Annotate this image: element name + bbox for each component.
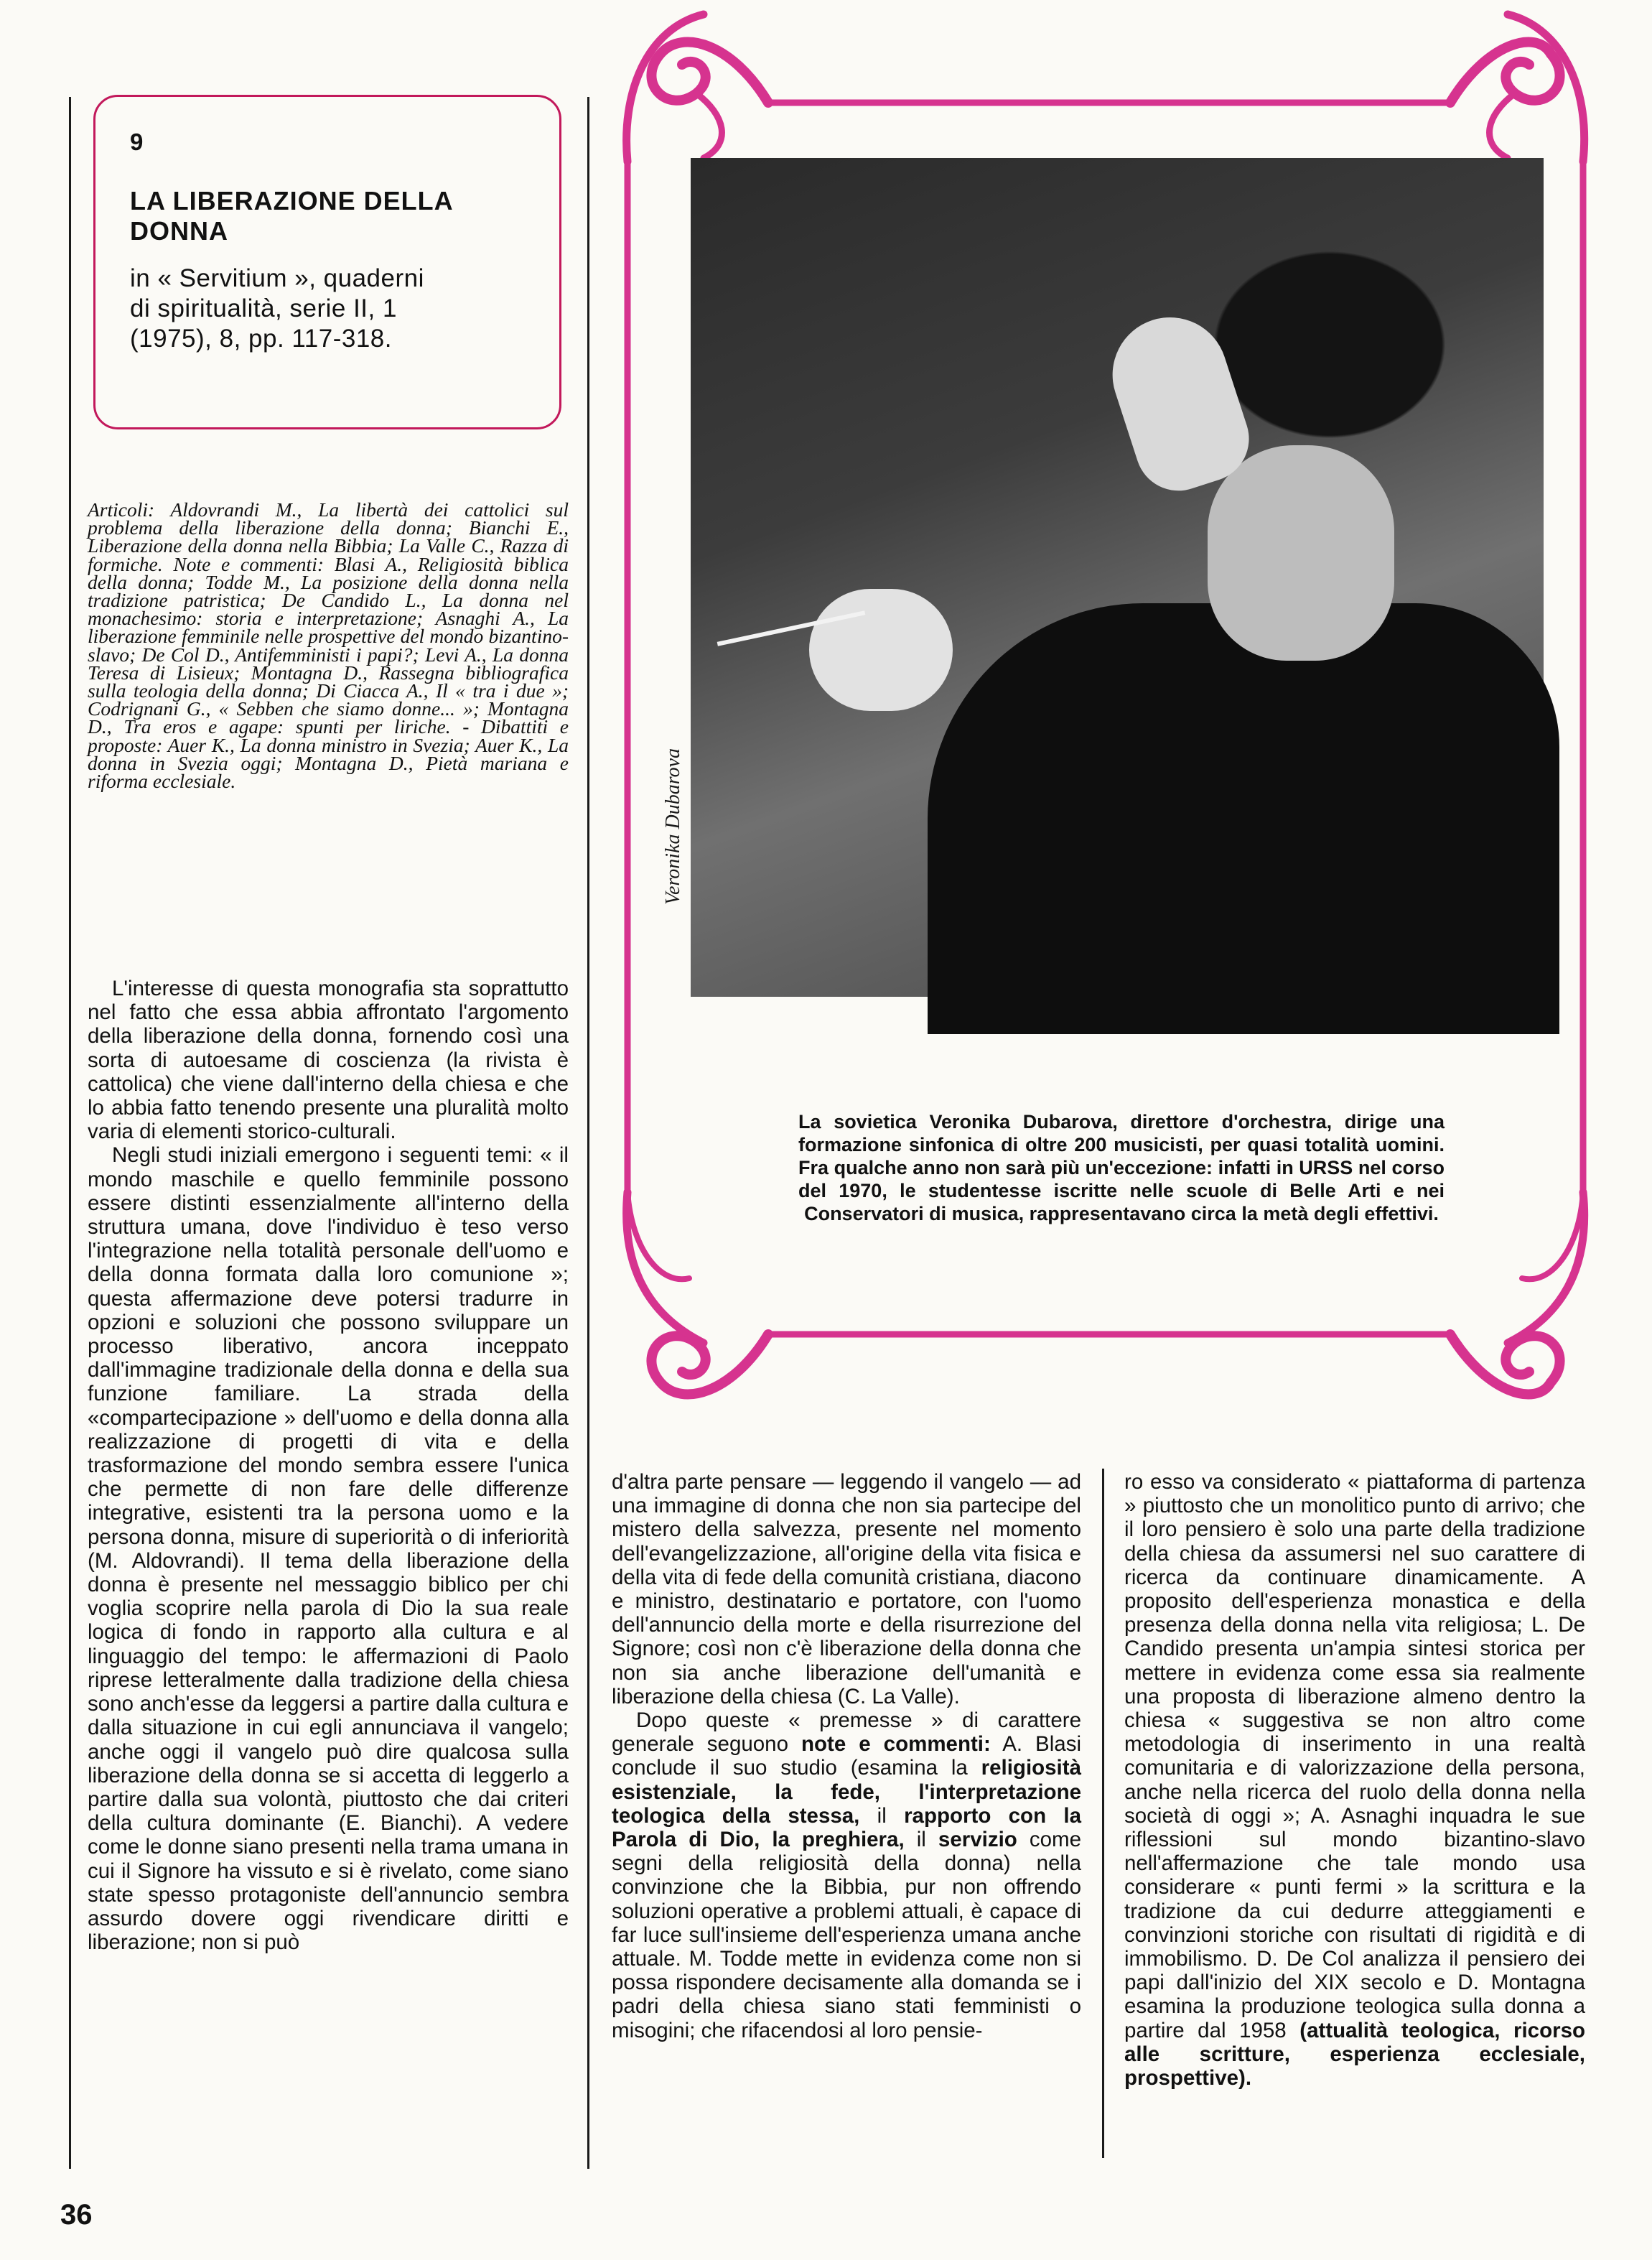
paragraph: L'interesse di questa monografia sta soprattutto nel fatto che essa abbia affrontato l'argomento della liberazione della donna, fornendo così una sorta di autoesame di coscienza (la rivista è cattolica) che viene dall'interno della chiesa e che lo abbia fatto tenendo presente una pluralità molto varia di elementi storico-culturali. (88, 977, 569, 1144)
entry-title-line-1: LA LIBERAZIONE DELLA (130, 186, 454, 215)
text-run: come segni della religiosità della donna) nella convinzione che la Bibbia, pur non offrendo soluzioni operative a problemi attuali, è capace di far luce sull'insieme dell'esperienza umana anche attuale. M. Todde mette in evidenza come non si possa rispondere decisamente alla domanda se i padri della chiesa siano stati femministi o misogini; che rifacendosi al loro pensie- (612, 1828, 1082, 2042)
entry-reference-line-1: in « Servitium », quaderni (130, 264, 424, 292)
body-column-1 (88, 977, 569, 1954)
text-run-bold: note e commenti: (801, 1732, 991, 1757)
photo-caption: La sovietica Veronika Dubarova, direttore d'orchestra, dirige una formazione sinfonica di oltre 200 musicisti, per quasi totalità uomini. Fra qualche anno non sarà più un'eccezione: infatti in URSS nel corso del 1970, le studentesse iscritte nelle scuole di Belle Arti e nei Conservatori di musica, rappresentavano circa la metà degli effettivi. (798, 1111, 1445, 1224)
text-run: ro esso va considerato « piattaforma di partenza » piuttosto che un monolitico punto di arrivo; che il loro pensiero è solo una parte della tradizione della chiesa da assumersi nel suo carattere di ricerca da continuare dinamicamente. A proposito dell'esperienza monastica e della presenza della donna nella vita religiosa; L. De Candido presenta un'ampia sintesi storica per mettere in evidenza come essa sia realmente una proposta di liberazione almeno dentro la chiesa « suggestiva se non altro come metodologia di inserimento in una realtà comunitaria e di valorizzazione della persona, anche nella ricerca del ruolo della donna nella società di oggi »; A. Asnaghi inquadra le sue riflessioni sul mondo bizantino-slavo nell'affermazione che tale mondo usa considerare « punti fermi » la scrittura e la tradizione da cui dedurre atteggiamenti e convinzioni storiche con risultati di rigidità e di immobilismo. D. De Col analizza il pensiero dei papi dall'inizio del XIX secolo e D. Montagna esamina la produzione teologica sulla donna a partire dal 1958 (1124, 1470, 1585, 2042)
column-rule-middle (587, 97, 589, 2169)
photo-baton-hand (809, 589, 953, 711)
body-column-3 (1124, 1470, 1585, 2090)
text-run-bold: servizio (938, 1828, 1017, 1852)
paragraph (612, 1708, 1081, 2042)
text-run: il (904, 1828, 938, 1852)
entry-reference (130, 264, 523, 354)
entry-number: 9 (130, 129, 144, 155)
page-number: 36 (60, 2199, 93, 2231)
reference-card (93, 95, 561, 429)
entry-title-line-2: DONNA (130, 216, 228, 246)
photo-credit: Veronika Dubarova (662, 748, 684, 905)
entry-reference-line-3: (1975), 8, pp. 117-318. (130, 325, 392, 353)
text-run-bold: rapporto con la Parola di Dio, la preghiera, (612, 1803, 1081, 1852)
conductor-photo (662, 158, 1544, 997)
text-run: il (859, 1803, 905, 1828)
paragraph: Negli studi iniziali emergono i seguenti temi: « il mondo maschile e quello femminile possono essere distinti essenzialmente all'interno della struttura umana, dove l'individuo è teso verso l'integrazione nella totalità personale dell'uomo e della donna formata dalla loro comunione »; questa affermazione deve potersi tradurre in opzioni e soluzioni che possono sviluppare un processo liberativo, ancora inceppato dall'immagine tradizionale della donna e della sua funzione familiare. La strada della «compartecipazione » dell'uomo e della donna alla realizzazione di progetti di vita e della trasformazione del mondo sembra essere l'unica che permette di non fare delle differenze integrative, esistenti tra la persona uomo e la persona donna, misure di superiorità o di inferiorità (M. Aldovrandi). Il tema della liberazione della donna è presente nel messaggio biblico per chi voglia scoprire nella parola di Dio la sua reale logica di fondo in rapporto alla cultura e al linguaggio del tempo: le affermazioni di Paolo riprese letteralmente dalla tradizione della chiesa sono anch'esse da leggersi a partire dalla cultura e dalla situazione in cui egli annunciava il vangelo; anche oggi il vangelo può dire qualcosa sulla liberazione della donna se si accetta di leggerlo a partire dalla sua volontà, piuttosto che dai criteri della cultura dominante (E. Bianchi). A vedere come le donne siano presenti nella trama umana in cui il Signore ha vissuto e si è rivelato, come siano state spesso protagoniste dell'annuncio sembra assurdo dovere oggi rivendicare diritti e liberazione; non si può (88, 1143, 569, 1955)
body-column-2 (612, 1470, 1081, 2042)
entry-reference-line-2: di spiritualità, serie II, 1 (130, 294, 397, 322)
entry-title (130, 186, 523, 246)
photo-face (1208, 445, 1394, 661)
text-run-bold: religiosità esistenziale, la fede, l'interpretazione teologica della stessa, (612, 1756, 1081, 1828)
text-run: A. Blasi conclude il suo studio (esamina la (612, 1732, 1081, 1780)
text-run: Dopo queste « premesse » di carattere generale seguono (612, 1708, 1081, 1757)
articles-list: Articoli: Aldovrandi M., La libertà dei cattolici sul problema della liberazione della donna; Bianchi E., Liberazione della donna nella Bibbia; La Valle C., Razza di formiche. Note e commenti: Blasi A., Religiosità biblica della donna; Todde M., La posizione della donna nella tradizione patristica; De Candido L., La donna nel monachesimo: storia e interpretazione; Asnaghi A., La liberazione femminile nelle prospettive del mondo bizantino-slavo; De Col D., Antifemministi i papi?; Levi A., La donna Teresa di Lisieux; Montagna D., Rassegna bibliografica sulla teologia della donna; Di Ciacca A., Il « tra i due »; Codrignani G., « Sebben che siamo donne... »; Montagna D., Tra eros e agape: spunti per liriche. - Dibattiti e proposte: Auer K., La donna ministro in Svezia; Auer K., La donna in Svezia oggi; Montagna D., Pietà mariana e riforma ecclesiale. (88, 498, 569, 793)
photo-figure (928, 603, 1559, 1034)
paragraph: d'altra parte pensare — leggendo il vangelo — ad una immagine di donna che non sia partecipe del mistero della salvezza, presente nel momento dell'evangelizzazione, all'origine della vita fisica e della vita di fede della comunità cristiana, diacono e ministro, destinatario e portatore, con l'uomo dell'annuncio della morte e della risurrezione del Signore; così non c'è liberazione della donna che non sia anche liberazione dell'umanità e liberazione della chiesa (C. La Valle). (612, 1470, 1081, 1708)
paragraph (1124, 1470, 1585, 2090)
text-run-bold: (attualità teologica, ricorso alle scritture, esperienza ecclesiale, prospettive). (1124, 2018, 1585, 2091)
column-rule-left (69, 97, 71, 2169)
column-rule-right-1 (1102, 1469, 1104, 2158)
